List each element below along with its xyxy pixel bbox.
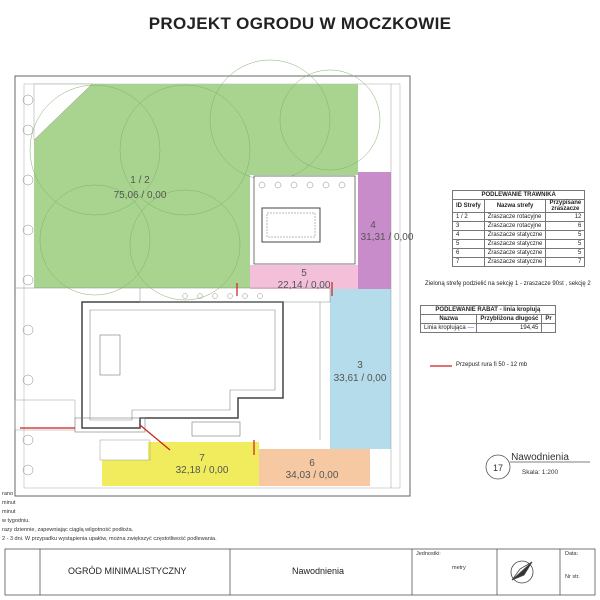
- units-value: metry: [452, 565, 466, 571]
- house: [82, 302, 283, 428]
- table-row: 1 / 2 Zraszacze rotacyjne 12: [453, 213, 585, 222]
- zone-label-3-id: 3: [357, 360, 363, 371]
- sheet-name: Nawodnienia: [292, 566, 345, 576]
- side-note: w tygodniu.: [2, 518, 30, 524]
- lawn-table-header: Nazwa strefy: [484, 200, 546, 213]
- project-name: OGRÓD MINIMALISTYCZNY: [68, 566, 187, 576]
- drawing-number: 17: [492, 463, 504, 473]
- zone-label-5-id: 5: [301, 268, 307, 279]
- table-row: Linia kroplująca ------ 194,45: [421, 324, 556, 333]
- zone-label-5-value: 22,14 / 0,00: [277, 280, 331, 291]
- bed-table-title: PODLEWANIE RABAT - linia kroplują: [421, 306, 556, 315]
- side-note: rano: [2, 491, 14, 497]
- bottom-note: razy dziennie, zapewniając ciągłą wilgotność podłoża.: [2, 527, 134, 533]
- zone-label-4-value: 31,31 / 0,00: [360, 232, 414, 243]
- lawn-note: Zieloną strefę podzielić na sekcję 1 - zraszacze 90st , sekcję 2: [425, 281, 591, 287]
- bottom-note: 2 - 3 dni. W przypadku wystąpienia upałów, można zwiększyć częstotliwość podlewania.: [2, 536, 217, 542]
- page-number-label: Nr str.: [565, 574, 580, 580]
- side-note: minut: [2, 500, 16, 506]
- zone-label-6-id: 6: [309, 458, 315, 469]
- bed-table-header: Przybliżona długość: [477, 315, 542, 324]
- table-row: 5 Zraszacze statyczne 5: [453, 240, 585, 249]
- zone-label-3-value: 33,61 / 0,00: [333, 373, 387, 384]
- bed-table-header: Pr: [542, 315, 555, 324]
- bed-table-header: Nazwa: [421, 315, 477, 324]
- side-note: minut: [2, 509, 16, 515]
- bed-watering-table: [420, 305, 556, 333]
- page-title: PROJEKT OGRODU W MOCZKOWIE: [148, 14, 452, 33]
- zone-label-1-2-id: 1 / 2: [130, 175, 150, 186]
- drawing-name: Nawodnienia: [511, 452, 569, 463]
- zone-label-4-id: 4: [370, 220, 376, 231]
- table-row: 7 Zraszacze statyczne 7: [453, 258, 585, 267]
- zone-label-7-id: 7: [199, 453, 205, 464]
- units-label: Jednostki:: [416, 551, 441, 557]
- pipe-legend-label: Przepust rura fi 50 - 12 mb: [456, 362, 528, 368]
- table-row: 6 Zraszacze statyczne 5: [453, 249, 585, 258]
- lawn-table-title: PODLEWANIE TRAWNIKA: [453, 191, 585, 200]
- lawn-table-header: ID Strefy: [453, 200, 485, 213]
- zone-7: [148, 442, 259, 486]
- zone-label-6-value: 34,03 / 0,00: [285, 470, 339, 481]
- lawn-watering-table: [452, 190, 585, 267]
- compass-icon: [511, 561, 533, 583]
- date-label: Data:: [565, 551, 579, 557]
- zone-7-left: [102, 460, 148, 486]
- drawing-scale: Skala: 1:200: [521, 469, 559, 476]
- zone-label-1-2-value: 75,06 / 0,00: [113, 190, 167, 201]
- zone-label-7-value: 32,18 / 0,00: [175, 465, 229, 476]
- lawn-table-header: Przypisane zraszacze: [546, 200, 585, 213]
- table-row: 3 Zraszacze rotacyjne 6: [453, 222, 585, 231]
- table-row: 4 Zraszacze statyczne 5: [453, 231, 585, 240]
